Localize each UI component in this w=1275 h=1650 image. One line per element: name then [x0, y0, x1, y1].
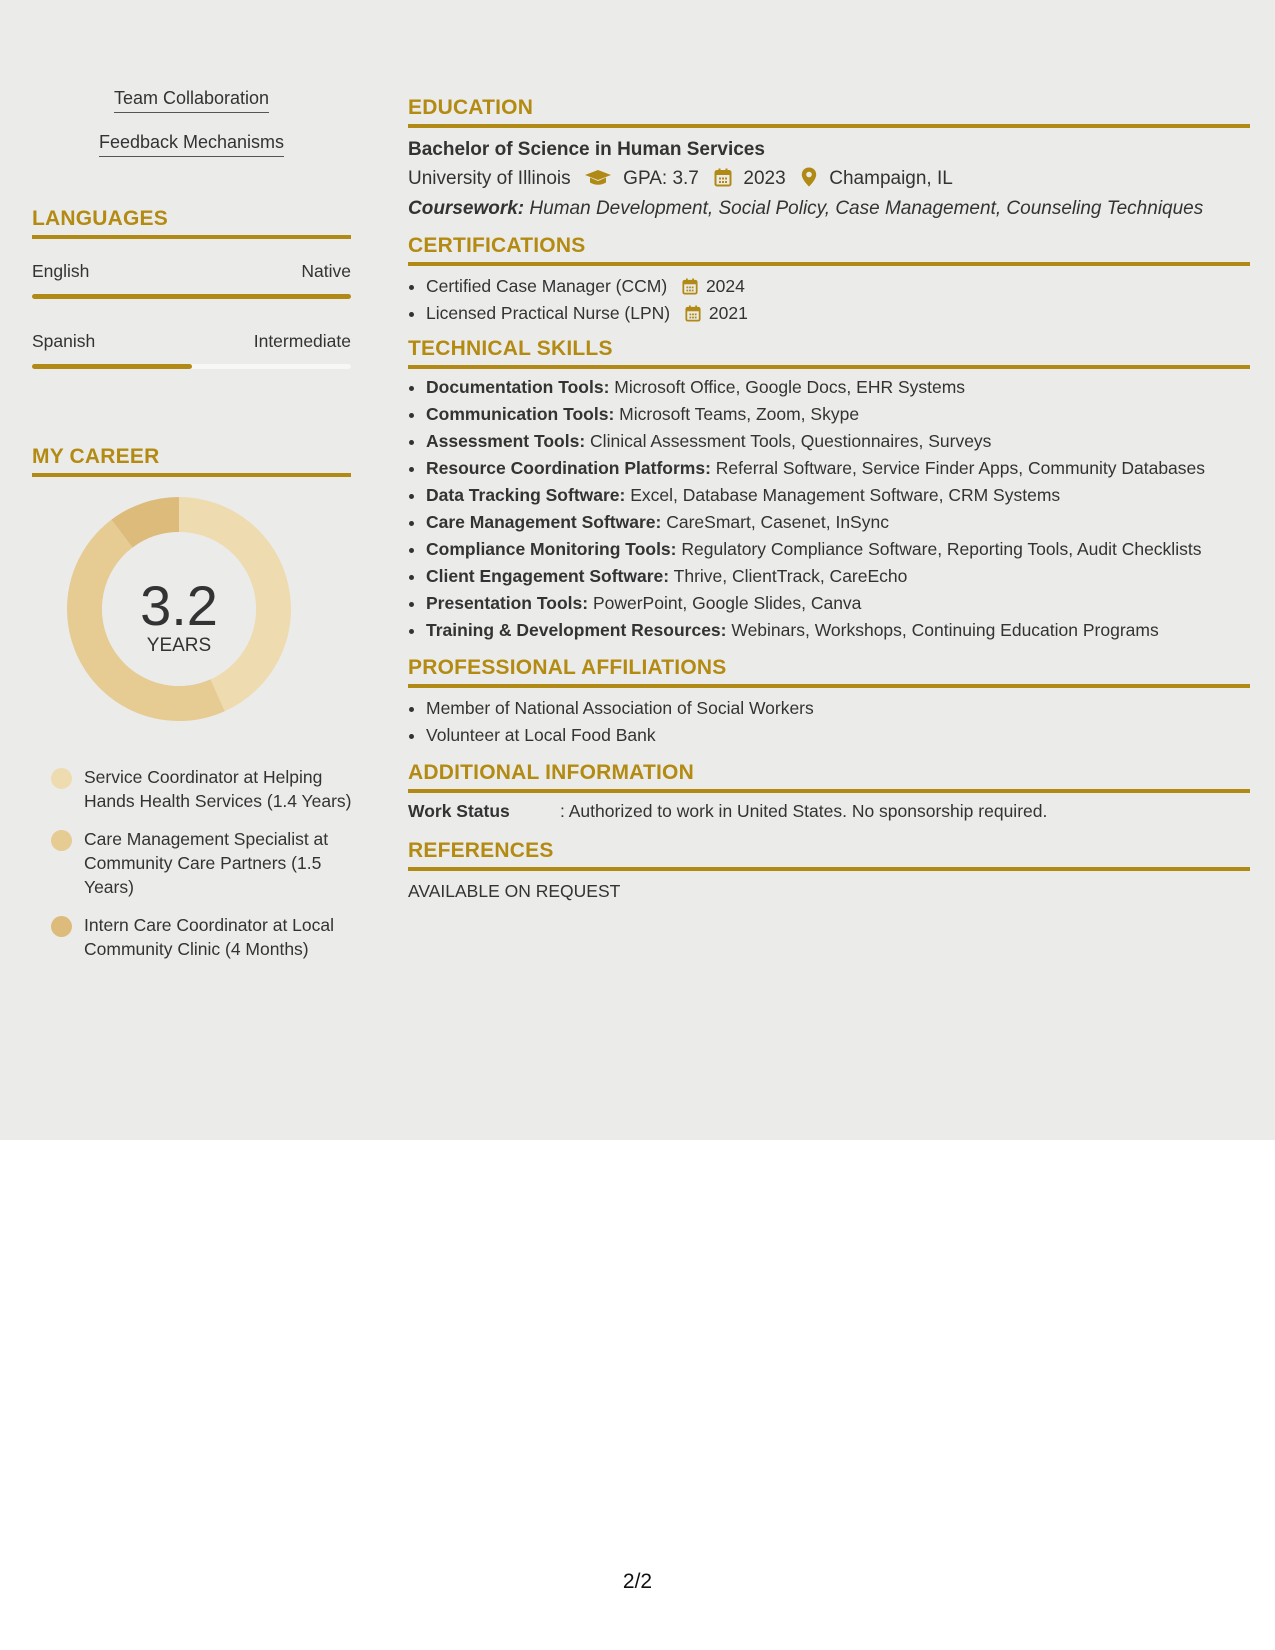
affiliation-item: • Volunteer at Local Food Bank	[426, 722, 1250, 749]
skill-label: Care Management Software:	[426, 512, 662, 532]
calendar-icon	[685, 305, 701, 322]
additional-title: ADDITIONAL INFORMATION	[408, 761, 1250, 793]
language-level: Intermediate	[253, 331, 351, 351]
legend-label: Intern Care Coordinator at Local Community Clinic (4 Months)	[84, 915, 334, 959]
skill-item	[426, 590, 1250, 617]
skill-value: CareSmart, Casenet, InSync	[666, 512, 889, 532]
certification-year: 2021	[708, 303, 748, 323]
affiliation-item: • Member of National Association of Social Workers	[426, 695, 1250, 722]
skill-label: Data Tracking Software:	[426, 485, 626, 505]
language-bar	[32, 294, 351, 299]
skill-chip: Feedback Mechanisms	[99, 132, 284, 157]
language-bar	[32, 364, 351, 369]
technical-skills-title: TECHNICAL SKILLS	[408, 337, 1250, 369]
skill-item	[426, 617, 1250, 644]
calendar-icon	[714, 168, 732, 187]
skill-item	[426, 482, 1250, 509]
education-meta	[408, 164, 1250, 194]
skill-value: Microsoft Office, Google Docs, EHR Systems	[614, 377, 966, 397]
skill-label: Assessment Tools:	[426, 431, 586, 451]
education-location: Champaign, IL	[829, 168, 953, 189]
education-title: EDUCATION	[408, 96, 1250, 128]
skill-item	[426, 374, 1250, 401]
coursework-list: Human Development, Social Policy, Case Management, Counseling Techniques	[529, 198, 1204, 219]
language-spanish	[32, 331, 351, 369]
career-total-value: 3.2	[140, 574, 218, 637]
legend-dot	[51, 768, 72, 789]
gpa: GPA: 3.7	[623, 168, 699, 189]
skill-value: Thrive, ClientTrack, CareEcho	[673, 566, 908, 586]
work-status-row	[408, 799, 1250, 823]
career-donut	[32, 477, 351, 725]
skill-value: Regulatory Compliance Software, Reporting Tools, Audit Checklists	[681, 539, 1202, 559]
skill-item	[426, 428, 1250, 455]
skill-label: Resource Coordination Platforms:	[426, 458, 711, 478]
skill-value: Referral Software, Service Finder Apps, Community Databases	[715, 458, 1206, 478]
skill-label: Documentation Tools:	[426, 377, 610, 397]
work-status-label: Work Status	[408, 801, 510, 821]
legend-dot	[51, 830, 72, 851]
location-pin-icon	[801, 167, 817, 187]
certification-item	[426, 300, 1250, 327]
skill-label: Training & Development Resources:	[426, 620, 727, 640]
legend-label: Care Management Specialist at Community Care Partners (1.5 Years)	[84, 829, 329, 897]
career-legend	[32, 765, 351, 961]
school-name: University of Illinois	[408, 168, 571, 189]
skill-label: Presentation Tools:	[426, 593, 589, 613]
legend-item	[51, 765, 364, 813]
skill-value: Clinical Assessment Tools, Questionnaires, Surveys	[590, 431, 992, 451]
references-text: AVAILABLE ON REQUEST	[408, 881, 621, 901]
legend-label: Service Coordinator at Helping Hands Health Services (1.4 Years)	[84, 767, 352, 811]
calendar-icon	[682, 278, 698, 295]
affiliations-list	[408, 695, 1250, 749]
skill-label: Compliance Monitoring Tools:	[426, 539, 677, 559]
skill-item	[426, 563, 1250, 590]
skill-item	[426, 455, 1250, 482]
language-bar-fill	[32, 364, 192, 369]
skill-value: Webinars, Workshops, Continuing Education Programs	[731, 620, 1159, 640]
coursework	[408, 194, 1250, 224]
skill-item	[426, 536, 1250, 563]
skill-value: PowerPoint, Google Slides, Canva	[592, 593, 862, 613]
language-name: English	[32, 261, 90, 281]
certification-year: 2024	[705, 276, 745, 296]
skill-label: Communication Tools:	[426, 404, 615, 424]
certification-name: Licensed Practical Nurse (LPN)	[426, 303, 671, 323]
technical-skills-list	[408, 374, 1250, 644]
education-entry	[408, 136, 1250, 224]
skill-item	[426, 509, 1250, 536]
certification-item	[426, 273, 1250, 300]
skill-chip: Team Collaboration	[114, 88, 269, 113]
affiliations-title: PROFESSIONAL AFFILIATIONS	[408, 656, 1250, 688]
certification-name: Certified Case Manager (CCM)	[426, 276, 668, 296]
skill-value: Microsoft Teams, Zoom, Skype	[619, 404, 860, 424]
language-level: Native	[301, 261, 351, 281]
legend-item	[51, 827, 364, 899]
graduation-year: 2023	[743, 168, 786, 189]
skill-value: Excel, Database Management Software, CRM Systems	[630, 485, 1061, 505]
coursework-label: Coursework:	[408, 198, 525, 219]
certifications-list	[408, 273, 1250, 327]
graduation-cap-icon	[584, 169, 612, 187]
work-status-value: : Authorized to work in United States. No sponsorship required.	[560, 801, 1048, 821]
page-number: 2/2	[622, 1570, 653, 1593]
degree: Bachelor of Science in Human Services	[408, 139, 765, 160]
languages-title: LANGUAGES	[32, 207, 351, 239]
career-total-unit: YEARS	[146, 635, 212, 656]
language-english	[32, 261, 351, 299]
skill-label: Client Engagement Software:	[426, 566, 670, 586]
references-title: REFERENCES	[408, 839, 1250, 871]
language-bar-fill	[32, 294, 351, 299]
legend-item	[51, 913, 364, 961]
language-name: Spanish	[32, 331, 96, 351]
certifications-title: CERTIFICATIONS	[408, 234, 1250, 266]
main-content	[408, 0, 1250, 902]
sidebar	[32, 0, 351, 961]
skill-item	[426, 401, 1250, 428]
career-title: MY CAREER	[32, 445, 351, 477]
legend-dot	[51, 916, 72, 937]
